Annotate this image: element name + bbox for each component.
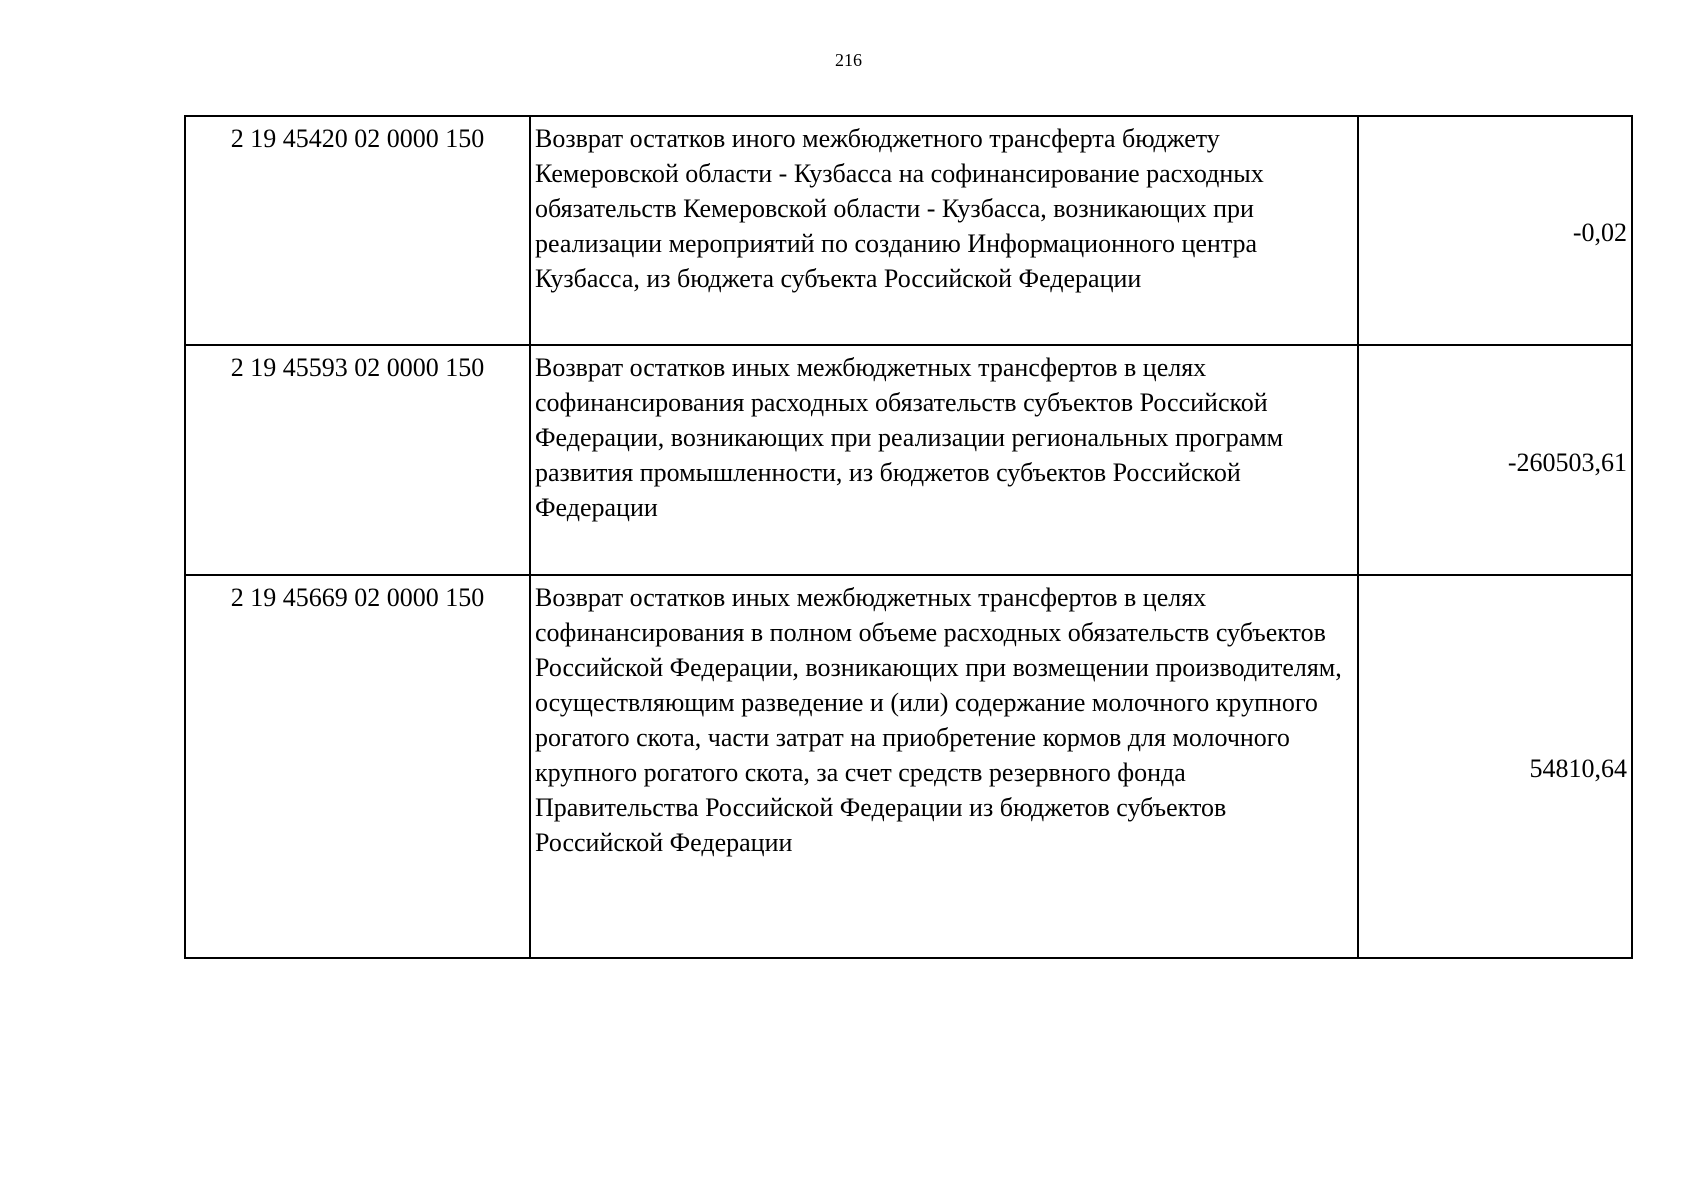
amount-cell: -0,02 xyxy=(1358,116,1632,345)
description-cell: Возврат остатков иных межбюджетных трансфертов в целях софинансирования расходных обязательств субъектов Российской Федерации, возникающих при реализации региональных программ развития промышленности, из бюджетов субъектов Российской Федерации xyxy=(530,345,1358,575)
table-row xyxy=(185,575,1632,958)
budget-code-cell: 2 19 45593 02 0000 150 xyxy=(185,345,530,575)
table-row xyxy=(185,116,1632,345)
budget-code-cell: 2 19 45420 02 0000 150 xyxy=(185,116,530,345)
budget-code-cell: 2 19 45669 02 0000 150 xyxy=(185,575,530,958)
description-cell: Возврат остатков иных межбюджетных трансфертов в целях софинансирования в полном объеме расходных обязательств субъектов Российской Федерации, возникающих при возмещении производителям, осуществляющим разведение и (или) содержание молочного крупного рогатого скота, части затрат на приобретение кормов для молочного крупного рогатого скота, за счет средств резервного фонда Правительства Российской Федерации из бюджетов субъектов Российской Федерации xyxy=(530,575,1358,958)
table-row xyxy=(185,345,1632,575)
page-number: 216 xyxy=(835,50,862,70)
amount-cell: 54810,64 xyxy=(1358,575,1632,958)
amount-cell: -260503,61 xyxy=(1358,345,1632,575)
description-cell: Возврат остатков иного межбюджетного трансферта бюджету Кемеровской области - Кузбасса на софинансирование расходных обязательств Кемеровской области - Кузбасса, возникающих при реализации мероприятий по созданию Информационного центра Кузбасса, из бюджета субъекта Российской Федерации xyxy=(530,116,1358,345)
budget-table xyxy=(184,115,1633,959)
